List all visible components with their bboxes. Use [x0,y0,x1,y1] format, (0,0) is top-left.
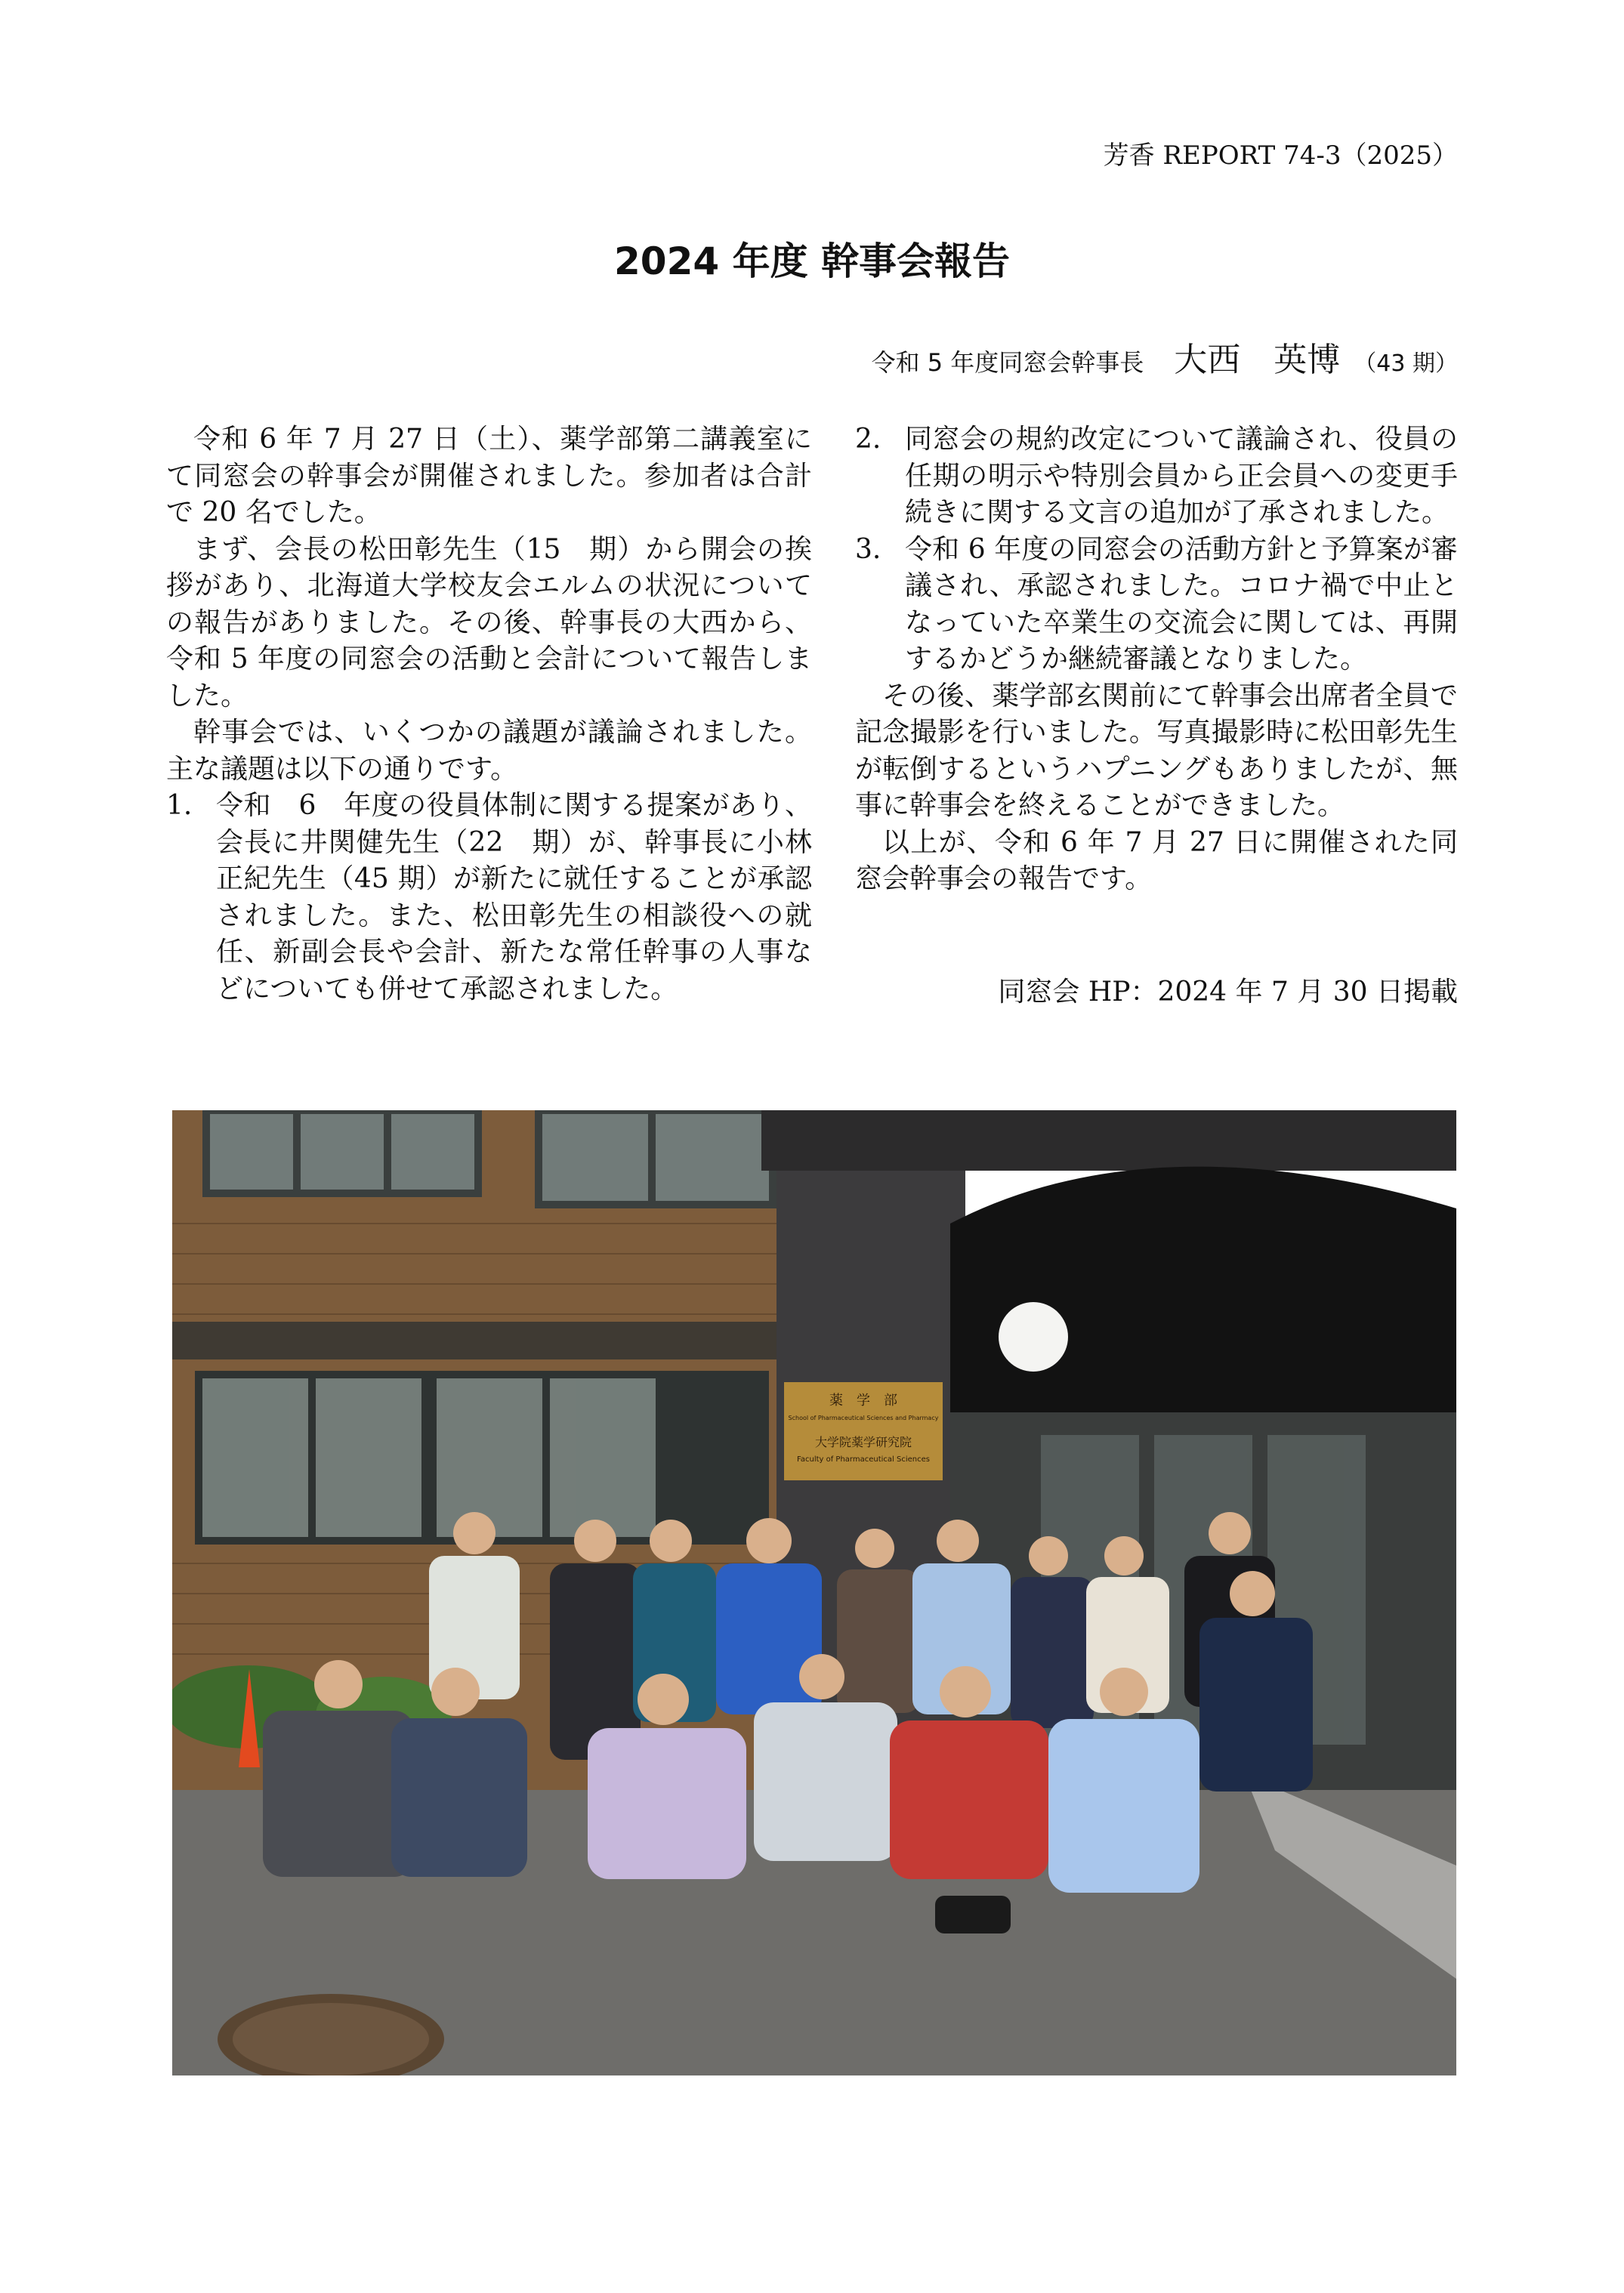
agenda-list [166,788,812,1008]
author-role: 令和 5 年度同窓会幹事長 [871,348,1144,377]
left-column [166,421,812,1008]
agenda-item-number: 3. [855,533,881,565]
agenda-item-text: 令和 6 年度の役員体制に関する提案があり、会長に井関健先生（22 期）が、幹事長に小林正紀先生（45 期）が新たに就任することが承認されました。また、松田彰先生の相談役への就任、新副会長や会計、新たな常任幹事の人事などについても併せて承認されました。 [216,790,812,1005]
byline [872,332,1458,381]
group-photo [172,1110,1456,2075]
right-column [855,421,1458,898]
sign-text: School of Pharmaceutical Sciences and Pharmacy [788,1415,939,1421]
agenda-item [855,532,1458,678]
paragraph: まず、会長の松田彰先生（15 期）から開会の挨拶があり、北海道大学校友会エルムの状況についての報告がありました。その後、幹事長の大西から、令和 5 年度の同窓会の活動と会計について報告しました。 [166,533,812,711]
posted-date: 同窓会 HP：2024 年 7 月 30 日掲載 [998,977,1458,1008]
paragraph: 令和 6 年 7 月 27 日（土）、薬学部第二講義室にて同窓会の幹事会が開催されました。参加者は合計で 20 名でした。 [166,424,812,528]
agenda-item [166,788,812,1008]
agenda-item [855,421,1458,532]
agenda-item-text: 同窓会の規約改定について議論され、役員の任期の明示や特別会員から正会員への変更手続きに関する文言の追加が了承されました。 [905,424,1458,528]
sign-text: Faculty of Pharmaceutical Sciences [797,1455,930,1464]
agenda-item-text: 令和 6 年度の同窓会の活動方針と予算案が審議され、承認されました。コロナ禍で中止となっていた卒業生の交流会に関しては、再開するかどうか継続審議となりました。 [905,533,1458,674]
author-term: （43 期） [1354,350,1458,377]
sign-text: 大学院薬学研究院 [814,1435,912,1449]
paragraph: 幹事会では、いくつかの議題が議論されました。主な議題は以下の通りです。 [166,717,812,785]
agenda-list [855,421,1458,678]
sign-text: 薬 学 部 [829,1393,897,1409]
agenda-item-number: 2. [855,424,881,455]
page-title: 2024 年度 幹事会報告 [614,239,1010,283]
report-reference: 芳香 REPORT 74-3（2025） [1103,140,1458,171]
agenda-item-number: 1. [166,790,193,821]
paragraph: その後、薬学部玄関前にて幹事会出席者全員で記念撮影を行いました。写真撮影時に松田彰先生が転倒するというハプニングもありましたが、無事に幹事会を終えることができました。 [855,680,1458,821]
paragraph: 以上が、令和 6 年 7 月 27 日に開催された同窓会幹事会の報告です。 [855,826,1458,894]
author-name: 大西 英博 [1174,341,1341,379]
